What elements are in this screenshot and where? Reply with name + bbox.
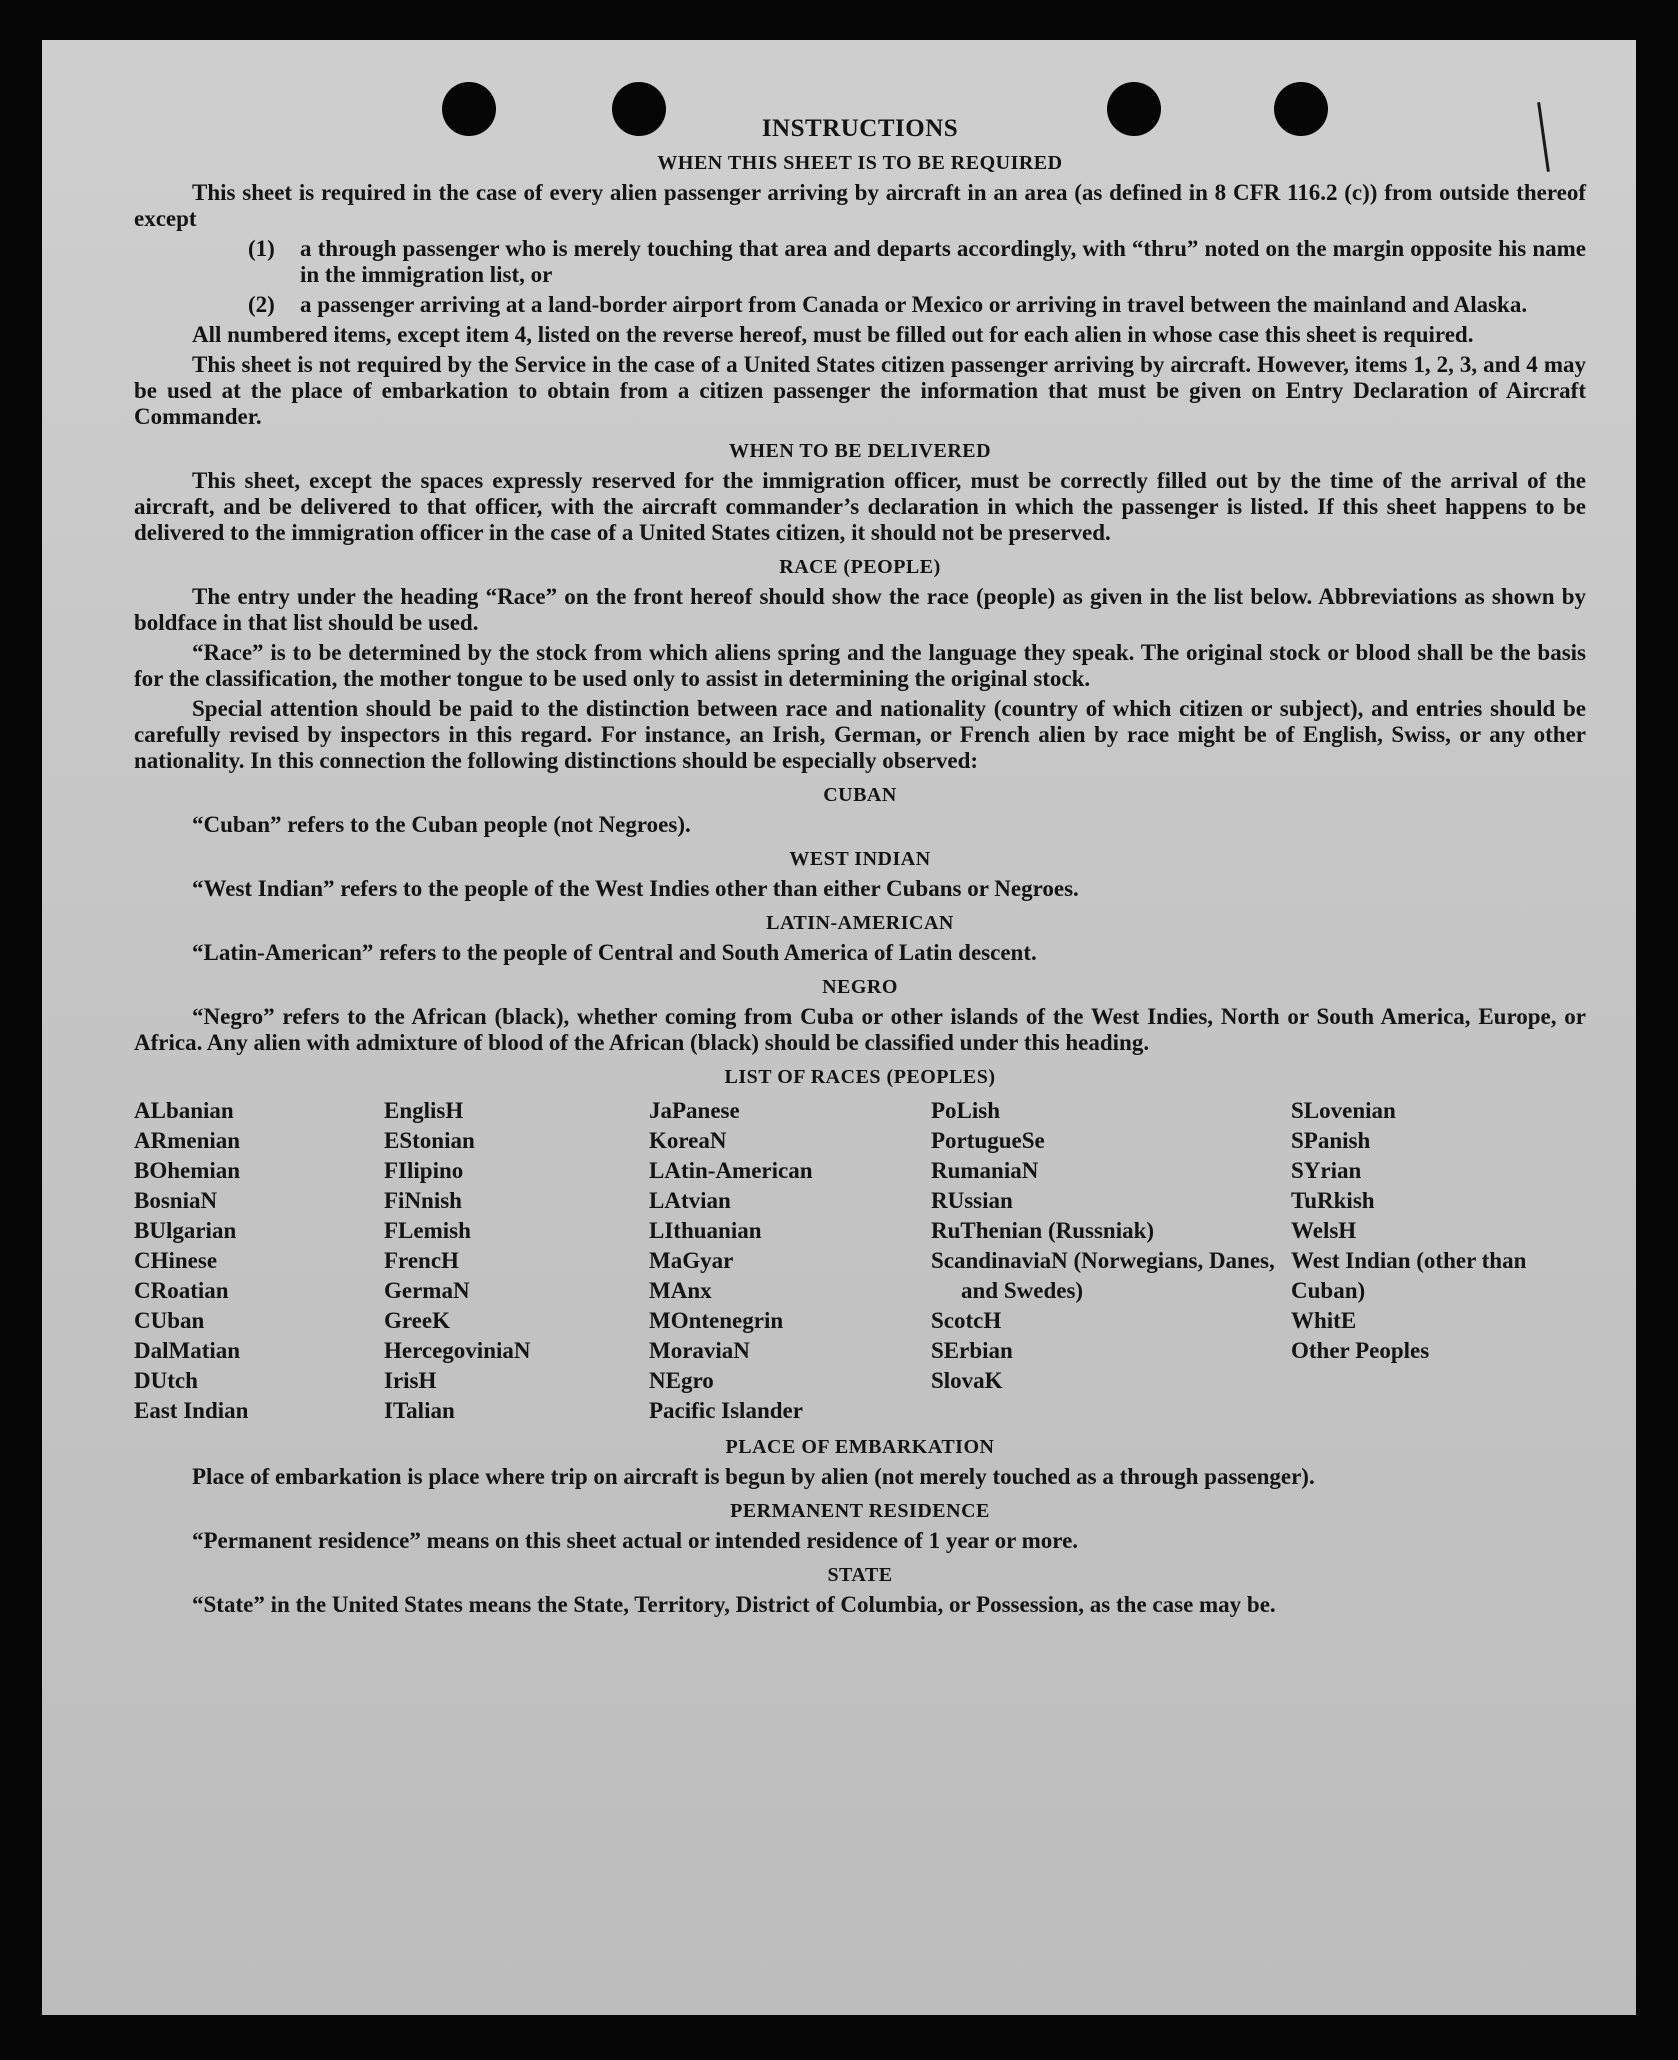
race-item: GermaN xyxy=(384,1278,470,1303)
race-item: KoreaN xyxy=(649,1128,727,1153)
race-item: SLovenian xyxy=(1291,1098,1396,1123)
race-item: FrencH xyxy=(384,1248,459,1273)
races-column xyxy=(384,1096,649,1426)
section-heading: CUBAN xyxy=(823,784,897,806)
paragraph: This sheet is not required by the Service in the case of a United States citizen passenger arriving by aircraft. However, items 1, 2, 3, and 4 may be used at the place of embarkation to obtain from a citizen passenger the information that must be given on Entry Declaration of Aircraft Commander. xyxy=(134,352,1586,429)
races-heading: LIST OF RACES (PEOPLES) xyxy=(724,1066,996,1088)
page-title: INSTRUCTIONS xyxy=(761,115,959,142)
section-heading: PLACE OF EMBARKATION xyxy=(725,1436,995,1458)
race-item: PoLish xyxy=(931,1098,1001,1123)
races-column xyxy=(1291,1096,1561,1426)
race-item: RuThenian (Russniak) xyxy=(931,1218,1155,1243)
paragraph: The entry under the heading “Race” on the front hereof should show the race (people) as given in the list below. Abbreviations as shown by boldface in that list should be used. xyxy=(134,584,1586,635)
section-heading: PERMANENT RESIDENCE xyxy=(730,1500,990,1522)
race-item: MaGyar xyxy=(649,1248,734,1273)
race-item: WelsH xyxy=(1291,1218,1357,1243)
section-heading: WEST INDIAN xyxy=(789,848,931,870)
race-item: MAnx xyxy=(649,1278,712,1303)
race-item: MOntenegrin xyxy=(649,1308,784,1333)
race-item: Other Peoples xyxy=(1291,1338,1430,1363)
race-item: DUtch xyxy=(134,1368,198,1393)
section-heading: NEGRO xyxy=(822,976,898,998)
race-item: TuRkish xyxy=(1291,1188,1375,1213)
race-item: SPanish xyxy=(1291,1128,1371,1153)
race-item: Pacific Islander xyxy=(649,1398,803,1423)
race-item: RumaniaN xyxy=(931,1158,1039,1183)
race-item: LIthuanian xyxy=(649,1218,762,1243)
exception-item xyxy=(248,292,1586,318)
section-heading: WHEN THIS SHEET IS TO BE REQUIRED xyxy=(657,152,1063,174)
paragraph: Special attention should be paid to the distinction between race and nationality (country of which citizen or subject), and entries should be carefully revised by inspectors in this regard. For instance, an Irish, German, or French alien by race might be of English, Swiss, or any other nationality. In this connection the following distinctions should be especially observed: xyxy=(134,696,1586,773)
race-item: CHinese xyxy=(134,1248,218,1273)
race-item: MoraviaN xyxy=(649,1338,750,1363)
race-item: BOhemian xyxy=(134,1158,241,1183)
exception-item xyxy=(248,236,1586,288)
races-column xyxy=(649,1096,931,1426)
race-item: ScotcH xyxy=(931,1308,1002,1333)
paragraph: This sheet, except the spaces expressly reserved for the immigration officer, must be correctly filled out by the time of the arrival of the aircraft, and be delivered to that officer, with the aircraft commander’s declaration in which the passenger is listed. If this sheet happens to be delivered to the immigration officer in the case of a United States citizen, it should not be preserved. xyxy=(134,468,1586,545)
race-item: ITalian xyxy=(384,1398,455,1423)
races-column xyxy=(134,1096,384,1426)
section-heading: STATE xyxy=(827,1564,893,1586)
paragraph: Place of embarkation is place where trip on aircraft is begun by alien (not merely touched as a through passenger). xyxy=(192,1464,1315,1489)
exception-text: a through passenger who is merely touching that area and departs accordingly, with “thru” noted on the margin opposite his name in the immigration list, or xyxy=(300,236,1586,287)
race-item: LAtin-American xyxy=(649,1158,813,1183)
exception-text: a passenger arriving at a land-border airport from Canada or Mexico or arriving in travel between the mainland and Alaska. xyxy=(300,292,1528,317)
race-item: LAtvian xyxy=(649,1188,731,1213)
race-item: ScandinaviaN (Norwegians, Danes, and Swedes) xyxy=(931,1248,1275,1303)
race-item: IrisH xyxy=(384,1368,437,1393)
race-item: CUban xyxy=(134,1308,205,1333)
race-item: CRoatian xyxy=(134,1278,229,1303)
race-item: HercegoviniaN xyxy=(384,1338,531,1363)
race-item: EnglisH xyxy=(384,1098,464,1123)
paragraph: “Latin-American” refers to the people of Central and South America of Latin descent. xyxy=(192,940,1037,965)
races-column xyxy=(931,1096,1291,1426)
race-item: FIlipino xyxy=(384,1158,464,1183)
race-item: PortugueSe xyxy=(931,1128,1045,1153)
race-item: ALbanian xyxy=(134,1098,234,1123)
section-heading: RACE (PEOPLE) xyxy=(779,556,941,578)
race-item: BUlgarian xyxy=(134,1218,237,1243)
paragraph: “Permanent residence” means on this sheet actual or intended residence of 1 year or more. xyxy=(192,1528,1079,1553)
race-item: SErbian xyxy=(931,1338,1013,1363)
race-item: SYrian xyxy=(1291,1158,1362,1183)
race-item: FLemish xyxy=(384,1218,471,1243)
races-list xyxy=(134,1096,1586,1426)
race-item: FiNnish xyxy=(384,1188,462,1213)
paragraph: This sheet is required in the case of every alien passenger arriving by aircraft in an area (as defined in 8 CFR 116.2 (c)) from outside thereof except xyxy=(134,180,1586,231)
exception-number: (1) xyxy=(248,236,275,261)
paragraph: “West Indian” refers to the people of the West Indies other than either Cubans or Negroes. xyxy=(192,876,1079,901)
race-item: BosniaN xyxy=(134,1188,218,1213)
race-item: SlovaK xyxy=(931,1368,1003,1393)
paragraph: All numbered items, except item 4, listed on the reverse hereof, must be filled out for each alien in whose case this sheet is required. xyxy=(192,322,1474,347)
race-item: East Indian xyxy=(134,1398,249,1423)
document-sheet xyxy=(42,40,1636,2015)
section-heading: WHEN TO BE DELIVERED xyxy=(728,440,992,462)
race-item: GreeK xyxy=(384,1308,450,1333)
instructions-body xyxy=(134,116,1586,1622)
paragraph: “Cuban” refers to the Cuban people (not Negroes). xyxy=(192,812,691,837)
paragraph: “State” in the United States means the State, Territory, District of Columbia, or Possession, as the case may be. xyxy=(192,1592,1276,1617)
section-heading: LATIN-AMERICAN xyxy=(766,912,954,934)
paragraph: “Negro” refers to the African (black), whether coming from Cuba or other islands of the West Indies, North or South America, Europe, or Africa. Any alien with admixture of blood of the African (black) should be classified under this heading. xyxy=(134,1004,1586,1055)
exception-number: (2) xyxy=(248,292,275,317)
race-item: WhitE xyxy=(1291,1308,1357,1333)
paragraph: “Race” is to be determined by the stock from which aliens spring and the language they speak. The original stock or blood shall be the basis for the classification, the mother tongue to be used only to assist in determining the original stock. xyxy=(134,640,1586,691)
race-item: ARmenian xyxy=(134,1128,241,1153)
race-item: NEgro xyxy=(649,1368,714,1393)
race-item: JaPanese xyxy=(649,1098,740,1123)
race-item: DalMatian xyxy=(134,1338,241,1363)
race-item: EStonian xyxy=(384,1128,475,1153)
race-item: RUssian xyxy=(931,1188,1013,1213)
race-item: West Indian (other than Cuban) xyxy=(1291,1248,1527,1303)
